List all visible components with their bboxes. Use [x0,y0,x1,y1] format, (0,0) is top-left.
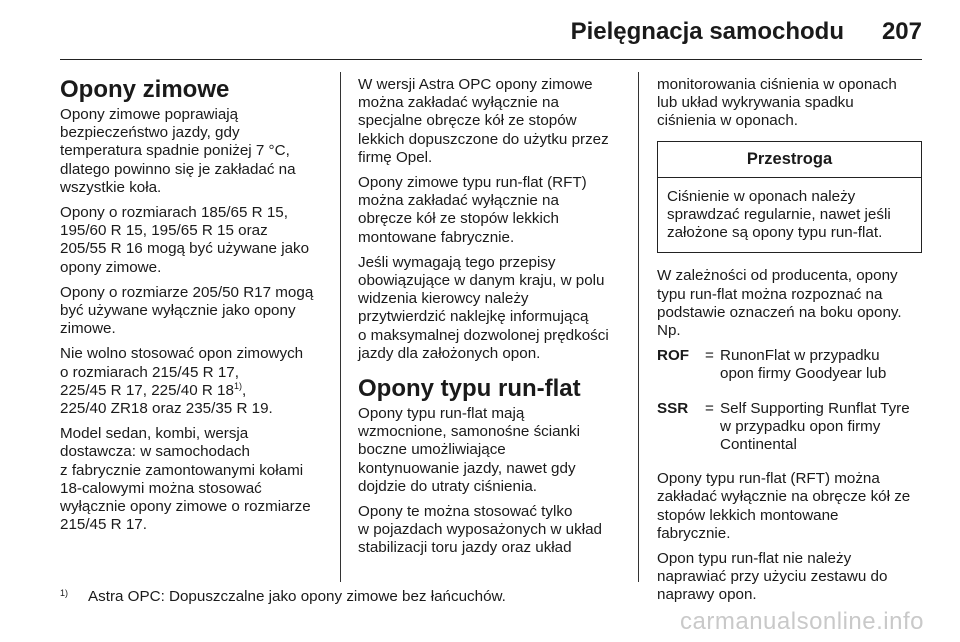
text-line: można zakładać wyłącznie na [358,192,559,210]
section-heading-winter-tyres: Opony zimowe [60,76,230,103]
text-line: firmę Opel. [358,148,433,166]
footnote [60,588,506,605]
text-line: wzmocnione, samonośne ścianki [358,423,581,441]
paragraph [358,405,626,496]
text-line: 18-calowymi można stosować [60,479,262,497]
text-line: Opony o rozmiarach 185/65 R 15, [60,204,288,222]
text-line: naprawiać przy użyciu zestawu do [657,568,888,586]
text-line: ciśnienia w oponach. [657,112,798,130]
paragraph [60,284,322,339]
text-line: 195/60 R 15, 195/65 R 15 oraz [60,222,268,240]
text-line: Model sedan, kombi, wersja [60,425,249,443]
text-line: 205/55 R 16 mogą być używane jako [60,240,310,258]
text-line: zimowe. [60,320,116,338]
text-line: 215/45 R 17. [60,516,147,534]
text-line: opony zimowe. [60,258,162,276]
paragraph [60,106,322,197]
text-fragment: , [241,381,247,399]
text-line: stopów lekkich montowane [657,506,839,524]
page-number: 207 [881,18,922,45]
text-line: monitorowania ciśnienia w oponach [657,76,897,93]
text-line: o maksymalnej dozwolonej prędkości [358,326,609,344]
warning-body [658,178,921,253]
definition-term: ROF [657,347,690,365]
paragraph [358,76,626,167]
text-line: dlatego powinno się je zakładać na [60,160,296,178]
paragraph [657,267,922,340]
text-line: Nie wolno stosować opon zimowych [60,345,304,363]
text-line: Opony zimowe typu run-flat (RFT) [358,174,587,192]
text-line: założone są opony typu run-flat. [667,224,883,242]
column-divider [340,72,341,582]
text-line: wszystkie koła. [60,178,162,196]
text-line: naprawy opon. [657,586,757,604]
text-line: kontynuowanie jazdy, nawet gdy [358,459,576,477]
text-line: Opony te można stosować tylko [358,503,573,521]
paragraph [657,550,922,605]
text-line: Opony o rozmiarze 205/50 R17 mogą [60,283,314,301]
text-line: Opony typu run-flat mają [358,405,525,423]
footnote-ref: 1) [233,380,242,391]
text-line: wyłącznie opony zimowe o rozmiarze [60,498,311,516]
text-line: lub układ wykrywania spadku [657,94,854,112]
column-3 [657,76,922,612]
column-divider [638,72,639,582]
chapter-title: Pielęgnacja samochodu [570,18,844,45]
text-line: dostawcza: w samochodach [60,443,250,461]
footnote-text: Astra OPC: Dopuszczalne jako opony zimowe bez łańcuchów. [88,588,506,605]
definition-row-rof [657,347,922,383]
page-header [60,14,922,60]
text-line: 225/40 ZR18 oraz 235/35 R 19. [60,400,273,418]
text-line: dojdzie do utraty ciśnienia. [358,477,537,495]
text-line: W zależności od producenta, opony [657,267,898,285]
text-line: boczne umożliwiające [358,441,506,459]
definition-list [657,347,922,454]
warning-title: Przestroga [658,142,921,178]
text-line: RunonFlat w przypadku [720,347,880,365]
text-line: W wersji Astra OPC opony zimowe [358,76,593,93]
text-line: Continental [720,436,797,454]
text-line: podstawie oznaczeń na boku opony. [657,303,902,321]
text-fragment: 225/45 R 17, 225/40 R 18 [60,381,234,399]
text-line: Opon typu run-flat nie należy [657,550,852,568]
warning-box [657,141,922,254]
text-line: stabilizacji toru jazdy oraz układ [358,539,572,557]
definition-description [720,400,922,455]
text-line: Np. [657,322,681,340]
text-line: obręcze kół ze stopów lekkich [358,210,559,228]
definition-description [720,347,922,383]
paragraph [358,254,626,363]
section-heading-run-flat: Opony typu run-flat [358,375,581,403]
definition-row-ssr [657,400,922,455]
definition-equals: = [705,399,714,417]
paragraph [60,204,322,277]
paragraph [358,503,626,558]
paragraph [657,470,922,543]
text-line: montowane fabrycznie. [358,228,515,246]
column-1 [60,76,322,541]
text-line: Ciśnienie w oponach należy [667,187,856,205]
text-line: Jeśli wymagają tego przepisy [358,253,556,271]
text-line: o rozmiarach 215/45 R 17, [60,363,239,381]
text-line: przytwierdzić naklejkę informującą [358,308,589,326]
text-line: Opony zimowe poprawiają [60,106,239,123]
text-line: widzenia kierowcy należy [358,290,529,308]
text-line: specjalne obręcze kół ze stopów [358,112,577,130]
text-line: jazdy dla założonych opon. [358,344,541,362]
text-line: w przypadku opon firmy [720,417,881,435]
text-line: można zakładać wyłącznie na [358,94,559,112]
column-2 [358,76,626,565]
text-line: zakładać wyłącznie na obręcze kół ze [657,488,911,506]
text-line: obowiązujące w danym kraju, w polu [358,272,605,290]
text-line: bezpieczeństwo jazdy, gdy [60,124,240,142]
text-line: być używane wyłącznie jako opony [60,302,296,320]
footnote-mark: 1) [60,588,69,598]
paragraph [358,174,626,247]
text-line: Opony typu run-flat (RFT) można [657,470,880,488]
definition-equals: = [705,347,714,365]
paragraph [60,345,322,418]
text-line: z fabrycznie zamontowanymi kołami [60,461,304,479]
paragraph [657,76,922,131]
text-line: w pojazdach wyposażonych w układ [358,521,602,539]
watermark: carmanualsonline.info [680,608,924,635]
definition-term: SSR [657,399,689,417]
text-line: typu run-flat można rozpoznać na [657,285,883,303]
text-line [60,382,322,400]
text-line: lekkich dopuszczone do użytku przez [358,130,609,148]
text-line: fabrycznie. [657,524,731,542]
text-line: temperatura spadnie poniżej 7 °C, [60,142,290,160]
text-line: opon firmy Goodyear lub [720,365,887,383]
text-line: sprawdzać regularnie, nawet jeśli [667,206,891,224]
text-line: Self Supporting Runflat Tyre [720,399,910,417]
paragraph [60,425,322,534]
